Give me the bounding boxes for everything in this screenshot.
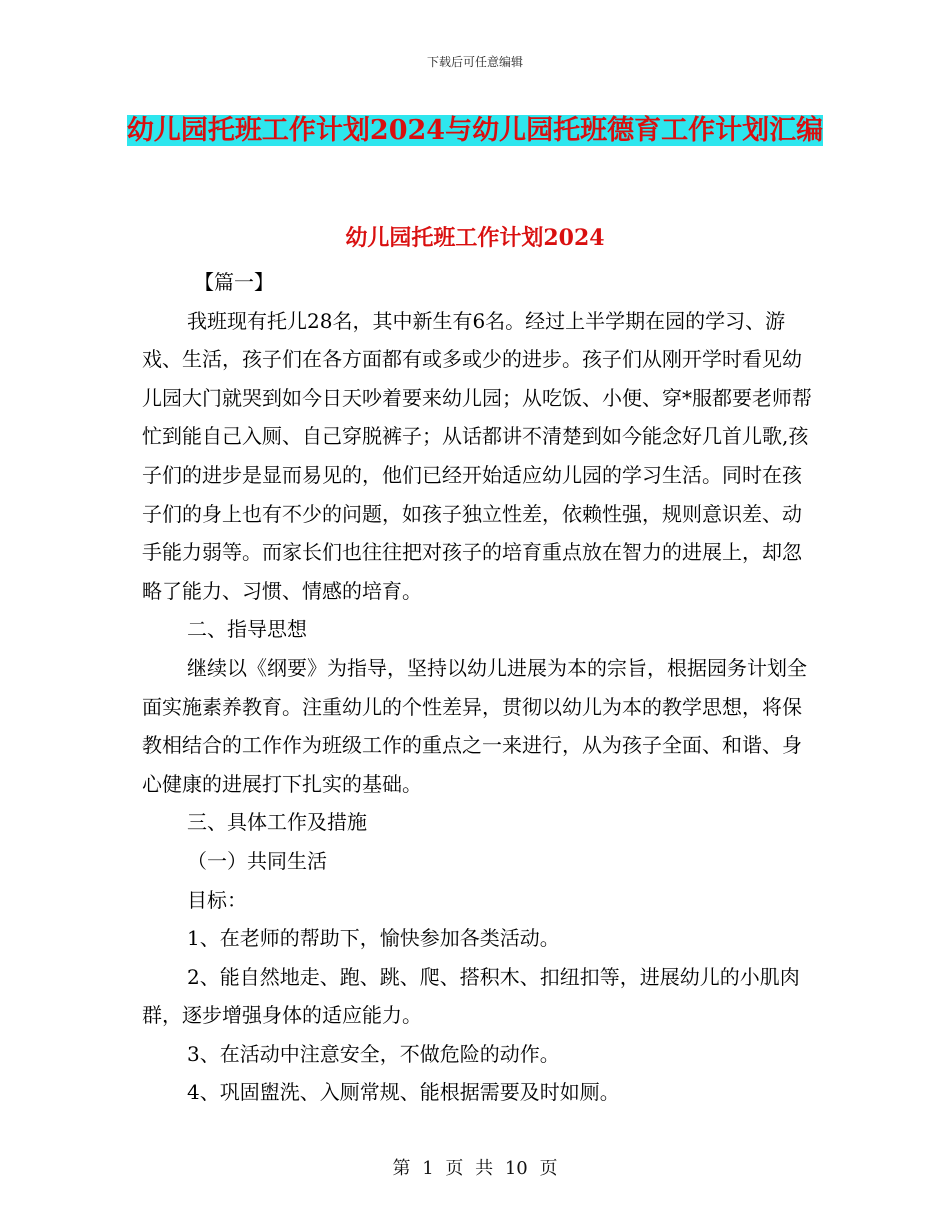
heading-common-life: （一）共同生活: [187, 848, 327, 873]
header-note: 下载后可任意编辑: [426, 55, 523, 69]
goal-item: 3、在活动中注意安全，不做危险的动作。: [187, 1041, 560, 1066]
heading-guiding-thought: 二、指导思想: [187, 617, 307, 642]
document-title-text: 幼儿园托班工作计划2024与幼儿园托班德育工作计划汇编: [126, 115, 824, 146]
document-title: [120, 108, 830, 154]
document-body: [142, 263, 812, 1112]
goal-item: 4、巩固盥洗、入厕常规、能根据需要及时如厕。: [187, 1080, 620, 1105]
goal-item: 1、在老师的帮助下，愉快参加各类活动。: [187, 926, 560, 951]
section-tag: 【篇一】: [194, 270, 274, 294]
paragraph-guiding-thought: 继续以《纲要》为指导，坚持以幼儿进展为本的宗旨，根据园务计划全面实施素养教育。注重幼儿的个性差异，贯彻以幼儿为本的教学思想，将保教相结合的工作作为班级工作的重点之一来进行，从为孩子全面、和谐、身心健康的进展打下扎实的基础。: [142, 655, 807, 796]
page-footer: 第 1 页 共 10 页: [392, 1158, 558, 1179]
label-goals: 目标：: [187, 887, 247, 912]
heading-specific-work: 三、具体工作及措施: [187, 810, 367, 835]
paragraph-intro: 我班现有托儿28名，其中新生有6名。经过上半学期在园的学习、游戏、生活，孩子们在各方面都有或多或少的进步。孩子们从刚开学时看见幼儿园大门就哭到如今日天吵着要来幼儿园；从吃饭、小便、穿*服都要老师帮忙到能自己入厕、自己穿脱裤子；从话都讲不清楚到如今能念好几首儿歌,孩子们的进步是显而易见的，他们已经开始适应幼儿园的学习生活。同时在孩子们的身上也有不少的问题，如孩子独立性差，依赖性强，规则意识差、动手能力弱等。而家长们也往往把对孩子的培育重点放在智力的进展上，却忽略了能力、习惯、情感的培育。: [142, 308, 812, 603]
goal-item: 2、能自然地走、跑、跳、爬、搭积木、扣纽扣等，进展幼儿的小肌肉群，逐步增强身体的适应能力。: [142, 964, 800, 1028]
document-subtitle: 幼儿园托班工作计划2024: [345, 225, 605, 251]
